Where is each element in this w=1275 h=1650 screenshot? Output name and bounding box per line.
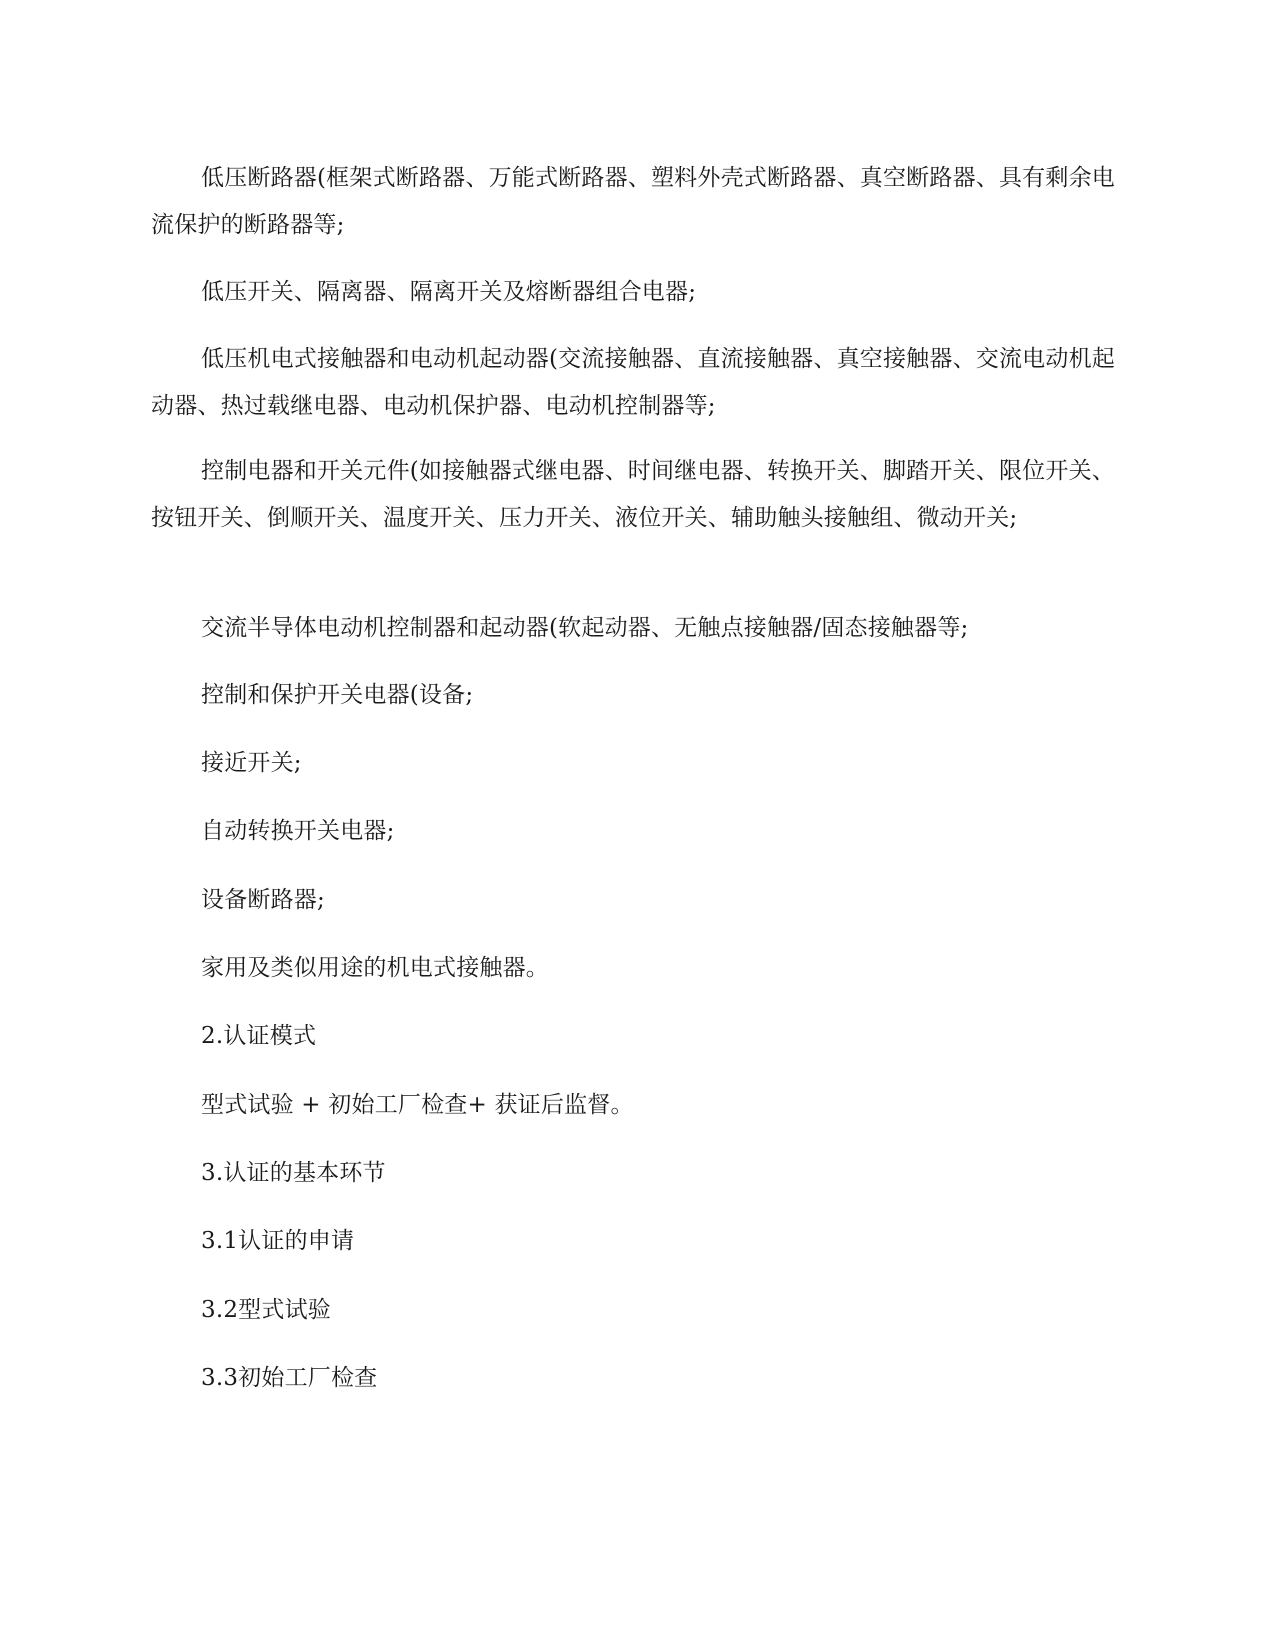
subheading-application: 3.1认证的申请 [201,1228,355,1254]
paragraph-household-contactors: 家用及类似用途的机电式接触器。 [201,955,549,981]
paragraph-control-protection-switching: 控制和保护开关电器(设备; [201,682,474,708]
subheading-initial-factory-inspection: 3.3初始工厂检查 [201,1365,378,1391]
paragraph-contactors-motor-starters: 低压机电式接触器和电动机起动器(交流接触器、直流接触器、真空接触器、交流电动机起动器、热过载继电器、电动机保护器、电动机控制器等; [151,346,1115,419]
paragraph-low-voltage-switches: 低压开关、隔离器、隔离开关及熔断器组合电器; [201,279,697,305]
paragraph-control-circuit-devices: 控制电器和开关元件(如接触器式继电器、时间继电器、转换开关、脚踏开关、限位开关、按钮开关、倒顺开关、温度开关、压力开关、液位开关、辅助触头接触组、微动开关; [151,458,1115,531]
paragraph-transfer-switching: 自动转换开关电器; [201,818,395,844]
paragraph-low-voltage-circuit-breakers: 低压断路器(框架式断路器、万能式断路器、塑料外壳式断路器、真空断路器、具有剩余电流保护的断路器等; [151,165,1115,238]
paragraph-semiconductor-motor-controllers: 交流半导体电动机控制器和起动器(软起动器、无触点接触器/固态接触器等; [201,615,969,641]
subheading-type-test: 3.2型式试验 [201,1297,331,1323]
heading-certification-mode: 2.认证模式 [201,1023,317,1049]
paragraph-equipment-breakers: 设备断路器; [201,887,325,913]
heading-basic-steps: 3.认证的基本环节 [201,1160,386,1186]
paragraph-certification-mode-detail: 型式试验 + 初始工厂检查+ 获证后监督。 [201,1092,634,1118]
paragraph-proximity-switches: 接近开关; [201,750,302,776]
